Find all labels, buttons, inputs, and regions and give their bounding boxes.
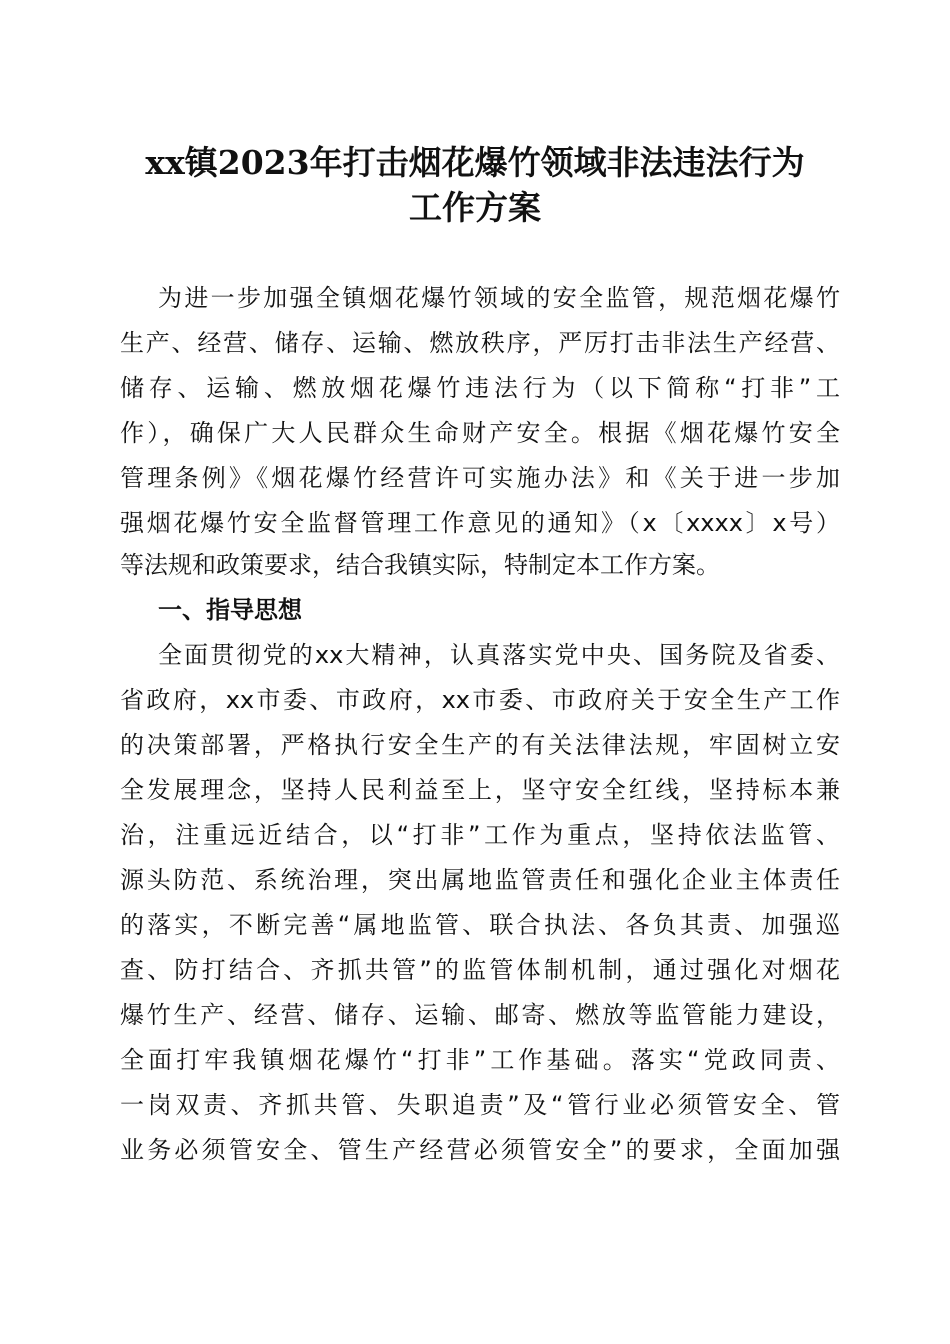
intro-line: 为进一步加强全镇烟花爆竹领域的安全监管，规范烟花爆竹	[158, 284, 840, 312]
section-line: 全发展理念，坚持人民利益至上，坚守安全红线，坚持标本兼	[120, 776, 840, 804]
section-line: 治，注重远近结合，以“打非”工作为重点，坚持依法监管、	[120, 821, 840, 849]
intro-line: 储存、运输、燃放烟花爆竹违法行为（以下简称“打非”工	[120, 374, 840, 402]
intro-line: 管理条例》《烟花爆竹经营许可实施办法》和《关于进一步加	[120, 464, 840, 492]
section-line: 业务必须管安全、管生产经营必须管安全”的要求，全面加强	[120, 1136, 840, 1164]
intro-line: 生产、经营、储存、运输、燃放秩序，严厉打击非法生产经营、	[120, 329, 840, 357]
intro-line: 等法规和政策要求，结合我镇实际，特制定本工作方案。	[120, 551, 720, 579]
section-heading: 一、指导思想	[158, 596, 302, 624]
intro-line: 作），确保广大人民群众生命财产安全。根据《烟花爆竹安全	[120, 419, 840, 447]
section-line: 爆竹生产、经营、储存、运输、邮寄、燃放等监管能力建设，	[120, 1001, 840, 1029]
section-line: 源头防范、系统治理，突出属地监管责任和强化企业主体责任	[120, 866, 840, 894]
section-line: 的落实，不断完善“属地监管、联合执法、各负其责、加强巡	[120, 911, 840, 939]
document-title-line-2: 工作方案	[409, 188, 541, 227]
section-line: 一岗双责、齐抓共管、失职追责”及“管行业必须管安全、管	[120, 1091, 840, 1119]
section-line: 查、防打结合、齐抓共管”的监管体制机制，通过强化对烟花	[120, 956, 840, 984]
intro-line: 强烟花爆竹安全监督管理工作意见的通知》（x〔xxxx〕x号）	[120, 509, 840, 537]
document-title-line-1: xx镇2023年打击烟花爆竹领域非法违法行为	[145, 143, 805, 182]
section-line: 省政府，xx市委、市政府，xx市委、市政府关于安全生产工作	[120, 686, 840, 714]
section-line: 全面打牢我镇烟花爆竹“打非”工作基础。落实“党政同责、	[120, 1046, 840, 1074]
section-line: 的决策部署，严格执行安全生产的有关法律法规，牢固树立安	[120, 731, 840, 759]
section-line: 全面贯彻党的xx大精神，认真落实党中央、国务院及省委、	[158, 641, 840, 669]
